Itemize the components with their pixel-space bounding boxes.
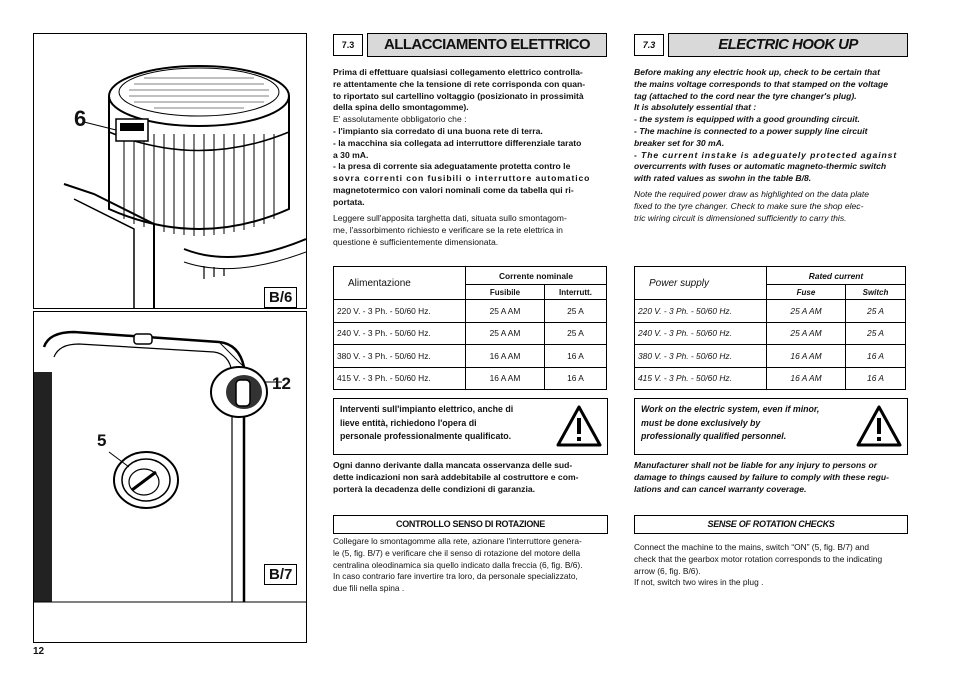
supply-cell: 380 V. - 3 Ph. - 50/60 Hz.	[334, 345, 466, 368]
it-intro-line: sovra correnti con fusibili o interruttore automatico	[333, 173, 591, 184]
it-liability	[333, 460, 606, 495]
switch-cell: 16 A	[545, 367, 607, 390]
en-intro-line: breaker set for 30 mA.	[634, 137, 725, 148]
it-rotation-line: le (5, fig. B/7) e verificare che il senso di rotazione del motore della	[333, 547, 581, 558]
en-section-title: ELECTRIC HOOK UP	[668, 33, 908, 57]
en-warning-line: must be done exclusively by	[641, 417, 761, 428]
it-col-supply: Alimentazione	[334, 267, 466, 300]
en-intro-line: - The current instake is adeguately protected against	[634, 149, 898, 160]
it-warning-text	[340, 403, 560, 444]
en-col-switch: Switch	[846, 285, 906, 300]
it-intro-line: - la presa di corrente sia adeguatamente protetta contro le	[333, 161, 571, 172]
it-rotation-line: centralina oleodinamica sia quello indicato dalla freccia (6, fig. B/6).	[333, 559, 583, 570]
switch-cell: 25 A	[545, 300, 607, 323]
control-box-illustration	[34, 312, 306, 642]
table-row	[635, 322, 906, 345]
en-rotation-line: arrow (6, fig. B/6).	[634, 565, 701, 576]
warning-triangle-icon	[556, 404, 602, 448]
it-warning-box	[333, 398, 608, 455]
en-rotation-text	[634, 542, 909, 589]
it-intro-line: to riportato sul cartellino voltaggio (posizionato in prossimità	[333, 90, 584, 101]
it-intro-line: portata.	[333, 196, 365, 207]
en-rotation-title: SENSE OF ROTATION CHECKS	[634, 515, 908, 534]
switch-cell: 25 A	[846, 300, 906, 323]
fuse-cell: 16 A AM	[767, 367, 846, 390]
en-warning-line: professionally qualified personnel.	[641, 431, 787, 441]
figure-tag-b7: B/7	[264, 564, 297, 585]
en-note-line: tric wiring circuit is dimensioned sufficiently to carry this.	[634, 212, 847, 223]
en-warning-box	[634, 398, 908, 455]
table-row	[334, 367, 607, 390]
table-row	[635, 367, 906, 390]
en-intro-line: with rated values as swohn in the table B/8.	[634, 173, 812, 184]
it-intro-line: a 30 mA.	[333, 149, 369, 160]
it-warning-line: Interventi sull'impianto elettrico, anche di	[340, 404, 514, 414]
switch-cell: 16 A	[846, 345, 906, 368]
it-liability-line: Ogni danno derivante dalla mancata osservanza delle sud-	[333, 460, 573, 470]
en-warning-text	[641, 403, 861, 444]
en-liability-line: lations and can cancel warranty coverage.	[634, 483, 807, 494]
it-intro-line: della spina dello smontagomme).	[333, 102, 469, 113]
it-intro-line: re attentamente che la tensione di rete corrisponda con quan-	[333, 78, 586, 89]
fuse-cell: 16 A AM	[466, 345, 545, 368]
en-col-supply: Power supply	[635, 267, 767, 300]
table-row	[334, 345, 607, 368]
fuse-cell: 25 A AM	[767, 322, 846, 345]
en-liability-line: Manufacturer shall not be liable for any injury to persons or	[634, 460, 878, 470]
it-warning-line: lieve entità, richiedono l'opera di	[340, 417, 477, 428]
it-intro-line: E' assolutamente obbligatorio che :	[333, 114, 467, 125]
switch-cell: 16 A	[846, 367, 906, 390]
supply-cell: 380 V. - 3 Ph. - 50/60 Hz.	[635, 345, 767, 368]
en-intro	[634, 67, 907, 185]
fuse-cell: 25 A AM	[767, 300, 846, 323]
it-note	[333, 213, 606, 248]
fuse-cell: 16 A AM	[767, 345, 846, 368]
it-col-fuse: Fusibile	[466, 285, 545, 300]
switch-cell: 25 A	[846, 322, 906, 345]
supply-cell: 240 V. - 3 Ph. - 50/60 Hz.	[334, 322, 466, 345]
it-warning-line: personale professionalmente qualificato.	[340, 431, 512, 441]
table-row	[334, 322, 607, 345]
it-section-number: 7.3	[333, 34, 363, 56]
it-intro-line: - l'impianto sia corredato di una buona rete di terra.	[333, 125, 543, 136]
en-note	[634, 189, 907, 224]
en-intro-line: - the system is equipped with a good grounding circuit.	[634, 114, 860, 125]
it-note-line: Leggere sull'apposita targhetta dati, situata sullo smontagom-	[333, 213, 567, 223]
en-rotation-line: check that the gearbox motor rotation corresponds to the indicating	[634, 553, 883, 564]
table-row	[635, 300, 906, 323]
it-intro-line: - la macchina sia collegata ad interruttore differenziale tarato	[333, 137, 582, 148]
it-rotation-text	[333, 536, 608, 595]
it-rotation-line: In caso contrario fare invertire tra loro, da personale specializzato,	[333, 571, 578, 582]
callout-5: 5	[97, 431, 107, 450]
it-col-current: Corrente nominale	[466, 267, 607, 285]
page-number: 12	[33, 646, 45, 657]
fuse-cell: 16 A AM	[466, 367, 545, 390]
table-row	[334, 300, 607, 323]
en-liability	[634, 460, 907, 495]
en-warning-line: Work on the electric system, even if minor,	[641, 404, 820, 414]
en-note-line: fixed to the tyre changer. Check to make sure the shop elec-	[634, 200, 864, 211]
callout-6: 6	[74, 106, 87, 131]
en-intro-line: the mains voltage corresponds to that stamped on the voltage	[634, 78, 889, 89]
it-rotation-line: due fili nella spina .	[333, 583, 405, 594]
en-col-fuse: Fuse	[767, 285, 846, 300]
motor-illustration	[34, 34, 306, 308]
en-rotation-line: If not, switch two wires in the plug .	[634, 577, 764, 588]
en-rotation-line: Connect the machine to the mains, switch “ON” (5, fig. B/7) and	[634, 542, 870, 552]
en-intro-line: It is absolutely essential that :	[634, 102, 757, 113]
supply-cell: 415 V. - 3 Ph. - 50/60 Hz.	[334, 367, 466, 390]
supply-cell: 220 V. - 3 Ph. - 50/60 Hz.	[635, 300, 767, 323]
supply-cell: 220 V. - 3 Ph. - 50/60 Hz.	[334, 300, 466, 323]
fuse-cell: 25 A AM	[466, 322, 545, 345]
it-note-line: me, l'assorbimento richiesto e verificare se la rete elettrica in	[333, 224, 563, 235]
table-row	[635, 345, 906, 368]
warning-triangle-icon	[856, 404, 902, 448]
it-note-line: questione è sufficientemente dimensionata.	[333, 236, 499, 247]
it-rotation-title: CONTROLLO SENSO DI ROTAZIONE	[333, 515, 608, 534]
it-liability-line: dette indicazioni non sarà addebitabile al costruttore e com-	[333, 471, 579, 482]
fuse-cell: 25 A AM	[466, 300, 545, 323]
en-col-current: Rated current	[767, 267, 906, 285]
it-rating-table	[333, 266, 607, 390]
en-intro-line: tag (attached to the cord near the tyre changer's plug).	[634, 90, 857, 101]
it-col-switch: Interrutt.	[545, 285, 607, 300]
callout-12: 12	[272, 374, 291, 393]
switch-cell: 25 A	[545, 322, 607, 345]
supply-cell: 240 V. - 3 Ph. - 50/60 Hz.	[635, 322, 767, 345]
en-section-number: 7.3	[634, 34, 664, 56]
figure-b6	[33, 33, 307, 309]
it-intro-line: Prima di effettuare qualsiasi collegamento elettrico controlla-	[333, 67, 583, 77]
switch-cell: 16 A	[545, 345, 607, 368]
figure-b7	[33, 311, 307, 643]
it-intro	[333, 67, 606, 209]
figure-tag-b6: B/6	[264, 287, 297, 308]
en-intro-line: - The machine is connected to a power supply line circuit	[634, 125, 868, 136]
it-intro-line: magnetotermico con valori nominali come da tabella qui ri-	[333, 184, 574, 195]
supply-cell: 415 V. - 3 Ph. - 50/60 Hz.	[635, 367, 767, 390]
en-intro-line: Before making any electric hook up, check to be certain that	[634, 67, 880, 77]
it-rotation-line: Collegare lo smontagomme alla rete, azionare l'interruttore genera-	[333, 536, 582, 546]
it-section-title: ALLACCIAMENTO ELETTRICO	[367, 33, 607, 57]
en-note-line: Note the required power draw as highlighted on the data plate	[634, 189, 870, 199]
en-rating-table	[634, 266, 906, 390]
en-intro-line: overcurrents with fuses or automatic magneto-thermic switch	[634, 161, 887, 172]
it-liability-line: porterà la decadenza delle condizioni di garanzia.	[333, 483, 536, 494]
en-liability-line: damage to things caused by failure to comply with these regu-	[634, 471, 889, 482]
